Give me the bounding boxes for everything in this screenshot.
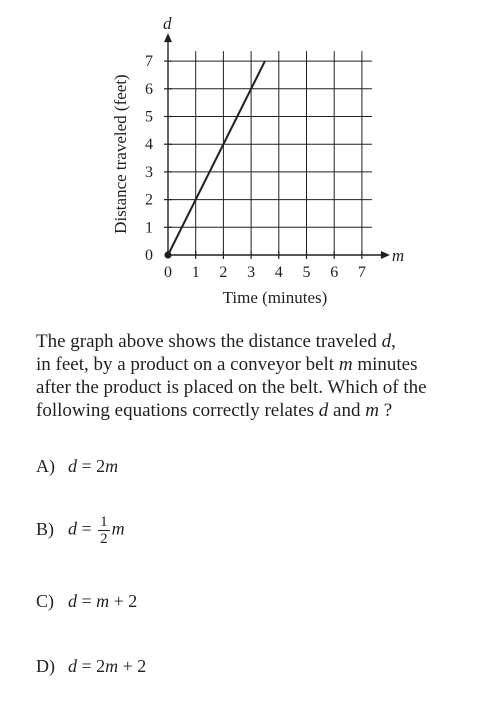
choice-tail: + 2 xyxy=(118,656,147,676)
y-axis-arrow xyxy=(164,33,172,42)
x-tick-label: 2 xyxy=(219,264,228,281)
choice-lhs: d xyxy=(68,656,77,676)
choice-lhs: d xyxy=(68,591,77,611)
choice-label: D) xyxy=(36,656,55,676)
coefficient: 2 xyxy=(96,456,106,476)
tick-labels xyxy=(145,53,366,281)
x-tick-label: 5 xyxy=(302,264,311,281)
coefficient: 2 xyxy=(96,656,106,676)
y-tick-label: 3 xyxy=(145,163,153,181)
data-point xyxy=(164,251,171,258)
equals-sign: = xyxy=(77,518,97,539)
question-part: in feet, by a product on a conveyor belt xyxy=(36,354,339,375)
y-tick-label: 6 xyxy=(145,80,153,98)
x-axis-arrow xyxy=(381,251,390,259)
choice-lhs: d xyxy=(68,456,77,476)
grid xyxy=(168,51,372,255)
choice-c[interactable] xyxy=(36,591,137,612)
choice-lhs: d xyxy=(68,518,77,539)
choice-var: m xyxy=(111,518,125,539)
y-tick-label: 0 xyxy=(145,247,153,264)
choice-tail: + 2 xyxy=(109,591,138,611)
x-tick-label: 0 xyxy=(164,264,172,281)
choice-label: A) xyxy=(36,456,55,476)
variable-d: d xyxy=(318,400,329,421)
fraction xyxy=(98,514,110,547)
x-tick-label: 4 xyxy=(274,264,283,281)
equals-sign: = xyxy=(77,456,97,476)
series-layer xyxy=(164,61,265,259)
x-tick-label: 1 xyxy=(191,264,200,281)
question-part: and xyxy=(328,400,366,421)
equals-sign: = xyxy=(77,591,97,611)
choice-var: m xyxy=(105,456,119,476)
distance-time-chart xyxy=(0,0,487,320)
y-axis-letter: d xyxy=(163,14,172,34)
axes xyxy=(164,33,390,259)
choice-a[interactable] xyxy=(36,456,118,477)
y-tick-label: 5 xyxy=(145,108,153,126)
fraction-numerator: 1 xyxy=(100,514,108,530)
variable-m: m xyxy=(365,400,379,421)
x-tick-label: 7 xyxy=(357,264,366,281)
question-part: minutes xyxy=(352,354,418,375)
variable-m: m xyxy=(338,354,353,375)
choice-d[interactable] xyxy=(36,656,146,677)
y-tick-label: 2 xyxy=(145,191,153,209)
series-line xyxy=(168,61,265,255)
x-tick-label: 3 xyxy=(247,264,256,281)
choice-b[interactable] xyxy=(36,514,125,547)
question-part: after the product is placed on the belt. Which of the xyxy=(36,377,427,398)
question-part: , xyxy=(391,331,396,352)
question-text xyxy=(36,330,476,422)
question-part: following equations correctly relates xyxy=(36,400,319,421)
choice-var: m xyxy=(105,656,119,676)
equals-sign: = xyxy=(77,656,97,676)
y-tick-label: 7 xyxy=(145,53,153,71)
y-tick-label: 4 xyxy=(145,136,153,154)
fraction-denominator: 2 xyxy=(100,531,108,547)
x-axis-letter: m xyxy=(391,246,405,265)
variable-d: d xyxy=(381,331,392,352)
question-part: ? xyxy=(378,400,393,421)
choice-var: m xyxy=(96,591,110,611)
y-tick-label: 1 xyxy=(145,219,153,237)
choice-label: B) xyxy=(36,518,54,539)
x-tick-label: 6 xyxy=(330,264,339,281)
y-axis-label: Distance traveled (feet) xyxy=(111,74,130,234)
question-part: The graph above shows the distance traveled xyxy=(36,331,382,352)
choice-label: C) xyxy=(36,591,54,611)
x-axis-label: Time (minutes) xyxy=(222,288,328,307)
